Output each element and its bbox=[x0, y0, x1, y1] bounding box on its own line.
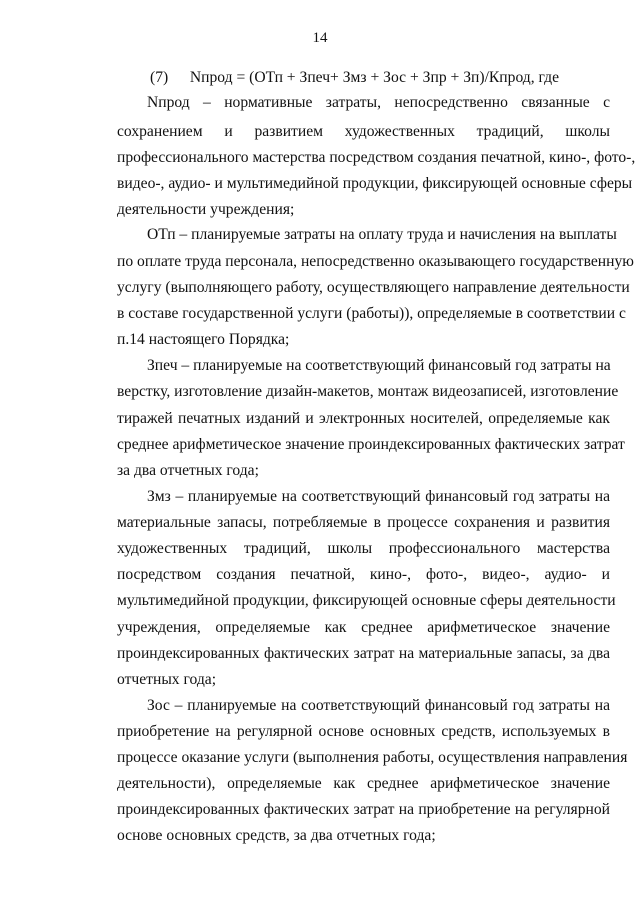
page-number: 14 bbox=[312, 30, 328, 46]
formula-number: (7) bbox=[150, 69, 169, 86]
text-line: посредством создания печатной, кино-, фото-, видео-, аудио- и bbox=[117, 566, 610, 583]
text-line: Змз – планируемые на соответствующий финансовый год затраты на bbox=[147, 488, 610, 505]
text-line: видео-, аудио- и мультимедийной продукции, фиксирующей основные сферы bbox=[117, 175, 633, 192]
text-line: профессионального мастерства посредством создания печатной, кино-, фото-, bbox=[117, 149, 636, 166]
text-line: процессе оказание услуги (выполнения работы, осуществления направления bbox=[117, 749, 628, 766]
text-line: тиражей печатных изданий и электронных носителей, определяемые как bbox=[117, 410, 610, 427]
text-line: основе основных средств, за два отчетных года; bbox=[117, 827, 436, 844]
text-line: мультимедийной продукции, фиксирующей основные сферы деятельности bbox=[117, 592, 616, 609]
text-line: за два отчетных года; bbox=[117, 462, 259, 479]
text-line: приобретение на регулярной основе основных средств, используемых в bbox=[117, 723, 610, 740]
text-line: Nпрод – нормативные затраты, непосредственно связанные с bbox=[147, 94, 610, 111]
formula-line bbox=[150, 69, 559, 87]
text-line: п.14 настоящего Порядка; bbox=[117, 331, 290, 348]
text-line: художественных традиций, школы профессионального мастерства bbox=[117, 540, 610, 557]
text-line: Зос – планируемые на соответствующий финансовый год затраты на bbox=[147, 697, 610, 714]
text-line: материальные запасы, потребляемые в процессе сохранения и развития bbox=[117, 514, 610, 531]
text-line: проиндексированных фактических затрат на материальные запасы, за два bbox=[117, 645, 610, 662]
text-line: деятельности учреждения; bbox=[117, 201, 295, 218]
text-line: по оплате труда персонала, непосредственно оказывающего государственную bbox=[117, 253, 634, 270]
text-line: верстку, изготовление дизайн-макетов, монтаж видеозаписей, изготовление bbox=[117, 383, 619, 400]
text-line: Зпеч – планируемые на соответствующий финансовый год затраты на bbox=[147, 357, 611, 374]
text-line: деятельности), определяемые как среднее арифметическое значение bbox=[117, 775, 610, 792]
formula-text: Nпрод = (ОТп + Зпеч+ Змз + Зос + Зпр + Зп)/Кпрод, где bbox=[189, 69, 559, 86]
text-line: сохранением и развитием художественных традиций, школы bbox=[117, 123, 610, 140]
text-line: среднее арифметическое значение проиндексированных фактических затрат bbox=[117, 436, 625, 453]
text-line: проиндексированных фактических затрат на приобретение на регулярной bbox=[117, 801, 610, 818]
text-line: услугу (выполняющего работу, осуществляющего направление деятельности bbox=[117, 279, 630, 296]
text-line: ОТп – планируемые затраты на оплату труда и начисления на выплаты bbox=[147, 226, 617, 243]
text-line: в составе государственной услуги (работы)), определяемые в соответствии с bbox=[117, 305, 626, 322]
text-line: учреждения, определяемые как среднее арифметическое значение bbox=[117, 619, 610, 636]
text-line: отчетных года; bbox=[117, 671, 217, 688]
